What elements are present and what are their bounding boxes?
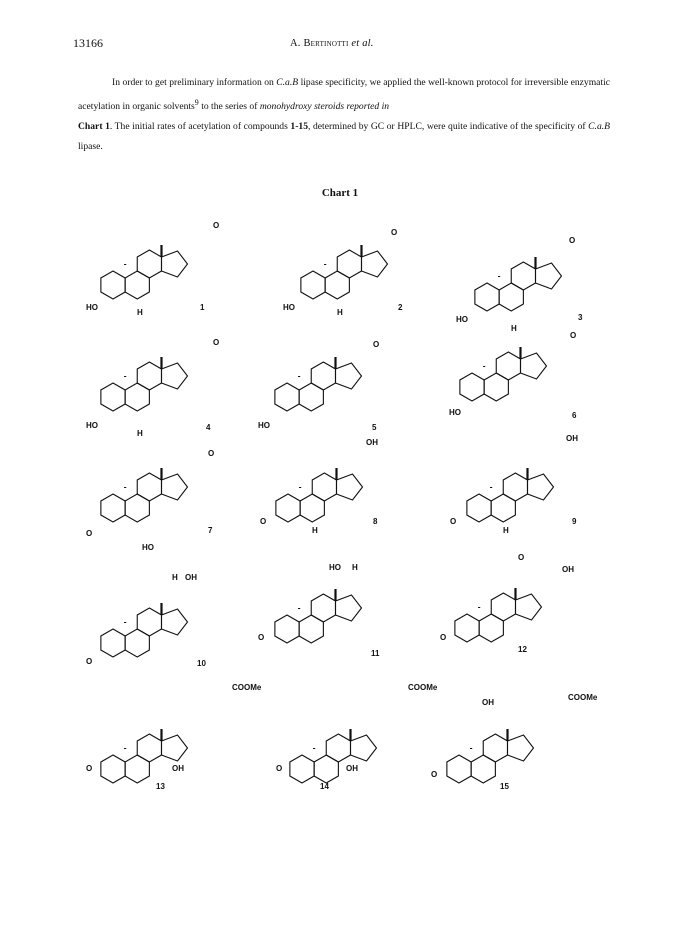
para-enzyme1: C.a.B <box>276 77 299 88</box>
compound-number: 3 <box>578 313 583 322</box>
structure-3 <box>456 236 583 333</box>
substituent-label: O <box>208 449 215 458</box>
substituent-label: H <box>137 429 143 438</box>
compound-number: 11 <box>371 649 380 658</box>
substituent-label: O <box>213 221 220 230</box>
substituent-label: COOMe <box>408 683 438 692</box>
substituent-label: O <box>260 517 267 526</box>
substituent-label: OH <box>482 698 494 707</box>
structure-7 <box>86 449 214 552</box>
substituent-label: HO <box>456 315 468 324</box>
para-enzyme2: C.a.B <box>588 121 610 133</box>
chart-title: Chart 1 <box>321 187 359 199</box>
compound-number: 5 <box>372 423 377 432</box>
substituent-label: COOMe <box>568 693 598 702</box>
substituent-label: OH <box>172 764 184 773</box>
substituent-label: O <box>569 236 576 245</box>
substituent-label: OH <box>366 438 378 447</box>
structure-13 <box>86 683 262 791</box>
substituent-label: COOMe <box>232 683 262 692</box>
compound-number: 2 <box>398 303 403 312</box>
para-part5: , determined by GC or HPLC, were quite indicative of the specificity of <box>308 121 589 133</box>
compound-number: 15 <box>500 782 509 791</box>
substituent-label: O <box>86 764 93 773</box>
structure-5 <box>258 340 379 432</box>
substituent-label: HO <box>258 421 270 430</box>
structure-12 <box>440 553 574 654</box>
para-part4: . The initial rates of acetylation of compounds <box>109 121 291 133</box>
compound-number: 10 <box>197 659 206 668</box>
substituent-label: HO <box>86 303 98 312</box>
compound-number: 4 <box>206 423 211 432</box>
para-part3: to the series of <box>198 101 260 113</box>
substituent-label: H <box>172 573 178 582</box>
compound-number: 14 <box>320 782 329 791</box>
substituent-label: O <box>570 331 577 340</box>
substituent-label: O <box>373 340 380 349</box>
structure-14 <box>276 683 438 791</box>
substituent-label: O <box>258 633 265 642</box>
substituent-label: OH <box>566 434 578 443</box>
para-emph: monohydroxy steroids reported in <box>259 101 390 113</box>
compound-number: 7 <box>208 526 213 535</box>
structure-9 <box>450 434 578 535</box>
substituent-label: O <box>276 764 283 773</box>
substituent-label: HO <box>449 408 461 417</box>
structure-1 <box>86 221 219 317</box>
substituent-label: H <box>511 324 517 333</box>
compound-number: 9 <box>572 517 577 526</box>
substituent-label: O <box>518 553 525 562</box>
substituent-label: O <box>86 657 93 666</box>
structure-15 <box>431 693 598 791</box>
structure-10 <box>86 573 206 668</box>
structure-11 <box>258 563 380 658</box>
para-part2: lipase specificity, we applied the well-known protocol for irreversible enzymatic acetylation in organic solvents <box>78 77 610 113</box>
substituent-label: HO <box>86 421 98 430</box>
author-initial: A. <box>290 38 304 49</box>
substituent-label: OH <box>562 565 574 574</box>
author-suffix: et al. <box>348 38 374 49</box>
compound-number: 13 <box>156 782 165 791</box>
substituent-label: O <box>431 770 438 779</box>
substituent-label: O <box>440 633 447 642</box>
compound-number: 6 <box>572 411 577 420</box>
para-chart-ref: Chart 1 <box>78 121 110 133</box>
substituent-label: O <box>86 529 93 538</box>
substituent-label: H <box>312 526 318 535</box>
structure-6 <box>449 331 577 420</box>
substituent-label: H <box>503 526 509 535</box>
structure-8 <box>260 438 378 535</box>
compound-number: 12 <box>518 645 527 654</box>
para-compounds: 1-15 <box>290 121 308 133</box>
substituent-label: OH <box>346 764 358 773</box>
substituent-label: HO <box>329 563 341 572</box>
page-number: 13166 <box>73 36 103 50</box>
substituent-label: HO <box>142 543 154 552</box>
compound-number: 1 <box>200 303 205 312</box>
substituent-label: HO <box>283 303 295 312</box>
compound-number: 8 <box>373 517 378 526</box>
substituent-label: O <box>450 517 457 526</box>
substituent-label: H <box>352 563 358 572</box>
substituent-label: O <box>213 338 220 347</box>
substituent-label: OH <box>185 573 197 582</box>
substituent-label: O <box>391 228 398 237</box>
para-part1: In order to get preliminary information on <box>112 77 277 88</box>
substituent-label: H <box>337 308 343 317</box>
substituent-label: H <box>137 308 143 317</box>
structure-4 <box>86 338 219 438</box>
structure-2 <box>283 228 403 317</box>
author-name: Bertinotti <box>303 38 349 49</box>
para-ref: 9 <box>194 98 199 107</box>
para-part6: lipase. <box>78 141 103 153</box>
